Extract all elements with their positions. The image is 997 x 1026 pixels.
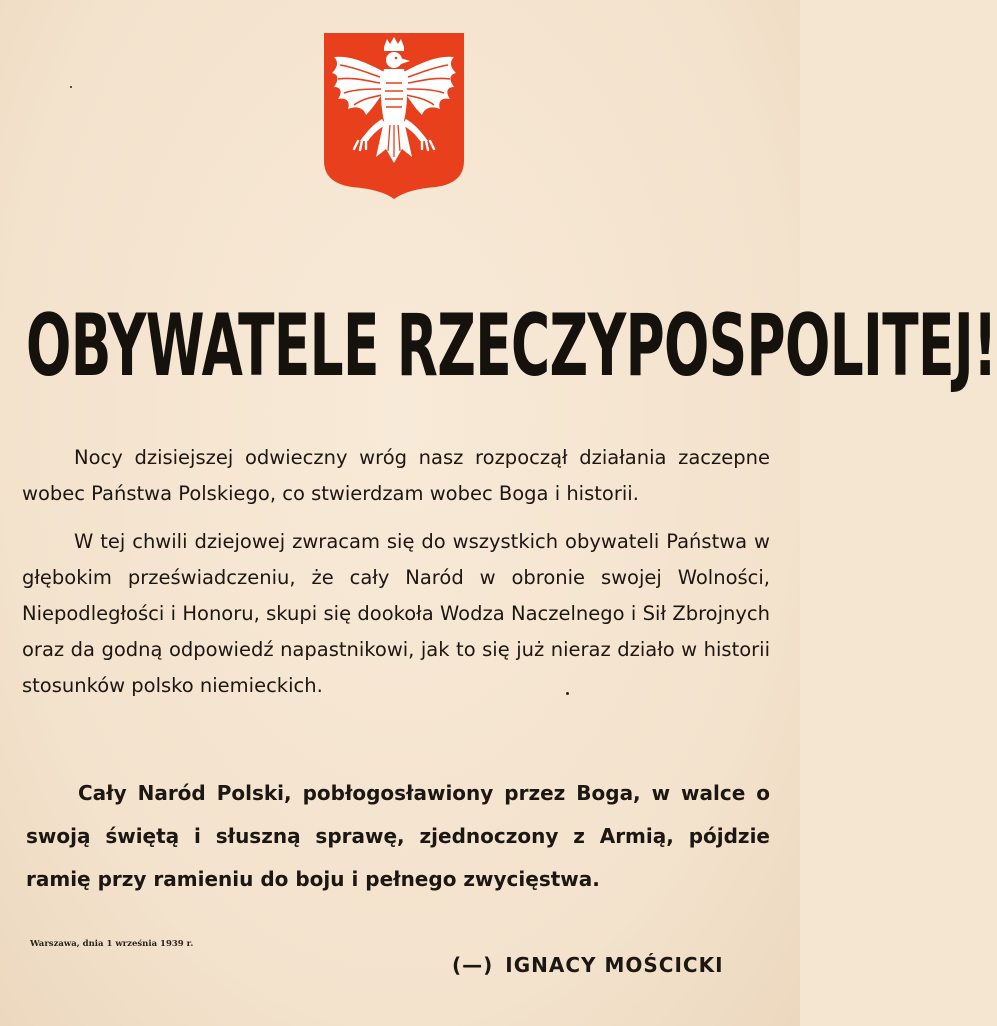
ink-speck: [70, 86, 72, 88]
ink-speck: [566, 692, 569, 695]
place-date: Warszawa, dnia 1 września 1939 r.: [30, 939, 194, 949]
signature-name: IGNACY MOŚCICKI: [505, 953, 724, 977]
paragraph-1: Nocy dzisiejszej odwieczny wróg nasz rozpoczął działania zaczepne wobec Państwa Polskiego, co stwierdzam wobec Boga i historii.: [22, 446, 770, 505]
paragraph-2: W tej chwili dziejowej zwracam się do wszystkich obywateli Państwa w głębokim przeświadczeniu, że cały Naród w obronie swojej Wolności, Niepodległości i Honoru, skupi się dookoła Wodza Naczelnego i Sił Zbrojnych oraz da godną odpowiedź napastnikowi, jak to się już nieraz działo w historii stosunków polsko niemieckich.: [22, 530, 770, 697]
signature: [452, 953, 724, 977]
headline: OBYWATELE RZECZYPOSPOLITEJ!: [26, 296, 997, 396]
signature-prefix: (—): [452, 953, 494, 977]
paragraph-3: Cały Naród Polski, pobłogosławiony przez Boga, w walce o swoją świętą i słuszną sprawę, zjednoczony z Armią, pójdzie ramię przy ramieniu do boju i pełnego zwycięstwa.: [26, 781, 770, 891]
polish-white-eagle-emblem-icon: [324, 33, 464, 199]
